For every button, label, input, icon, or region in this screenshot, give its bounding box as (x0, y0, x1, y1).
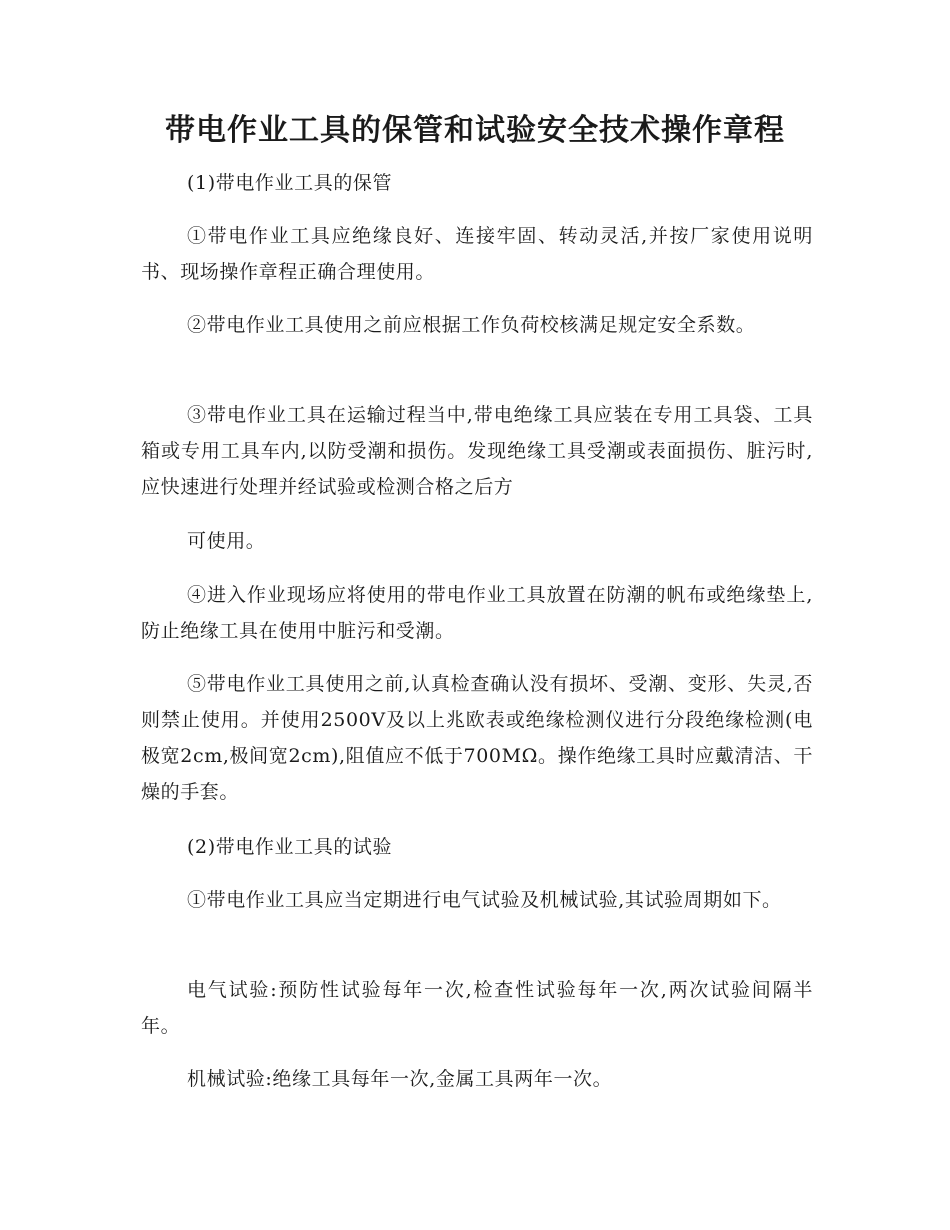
paragraph-mechanical-test: 机械试验:绝缘工具每年一次,金属工具两年一次。 (187, 1068, 613, 1090)
document-title: 带电作业工具的保管和试验安全技术操作章程 (165, 113, 785, 148)
paragraph-testing-item-1: ①带电作业工具应当定期进行电气试验及机械试验,其试验周期如下。 (187, 889, 782, 911)
paragraph-electrical-test: 电气试验:预防性试验每年一次,检查性试验每年一次,两次试验间隔半年。 (141, 979, 813, 1037)
paragraph-storage-item-4: ④进入作业现场应将使用的带电作业工具放置在防潮的帆布或绝缘垫上,防止绝缘工具在使用中脏污和受潮。 (141, 584, 813, 642)
paragraph-storage-item-3-continued: 可使用。 (187, 530, 266, 552)
paragraph-storage-item-5: ⑤带电作业工具使用之前,认真检查确认没有损坏、受潮、变形、失灵,否则禁止使用。并使用2500V及以上兆欧表或绝缘检测仪进行分段绝缘检测(电极宽2cm,极间宽2cm),阻值应不低于700MΩ。操作绝缘工具时应戴清洁、干燥的手套。 (141, 673, 813, 803)
paragraph-storage-item-2: ②带电作业工具使用之前应根据工作负荷校核满足规定安全系数。 (187, 314, 756, 336)
paragraph-storage-item-3: ③带电作业工具在运输过程当中,带电绝缘工具应装在专用工具袋、工具箱或专用工具车内,以防受潮和损伤。发现绝缘工具受潮或表面损伤、脏污时,应快速进行处理并经试验或检测合格之后方 (141, 404, 813, 498)
section-heading-testing: (2)带电作业工具的试验 (187, 836, 393, 858)
paragraph-storage-item-1: ①带电作业工具应绝缘良好、连接牢固、转动灵活,并按厂家使用说明书、现场操作章程正确合理使用。 (141, 225, 813, 283)
section-heading-storage: (1)带电作业工具的保管 (187, 172, 393, 194)
